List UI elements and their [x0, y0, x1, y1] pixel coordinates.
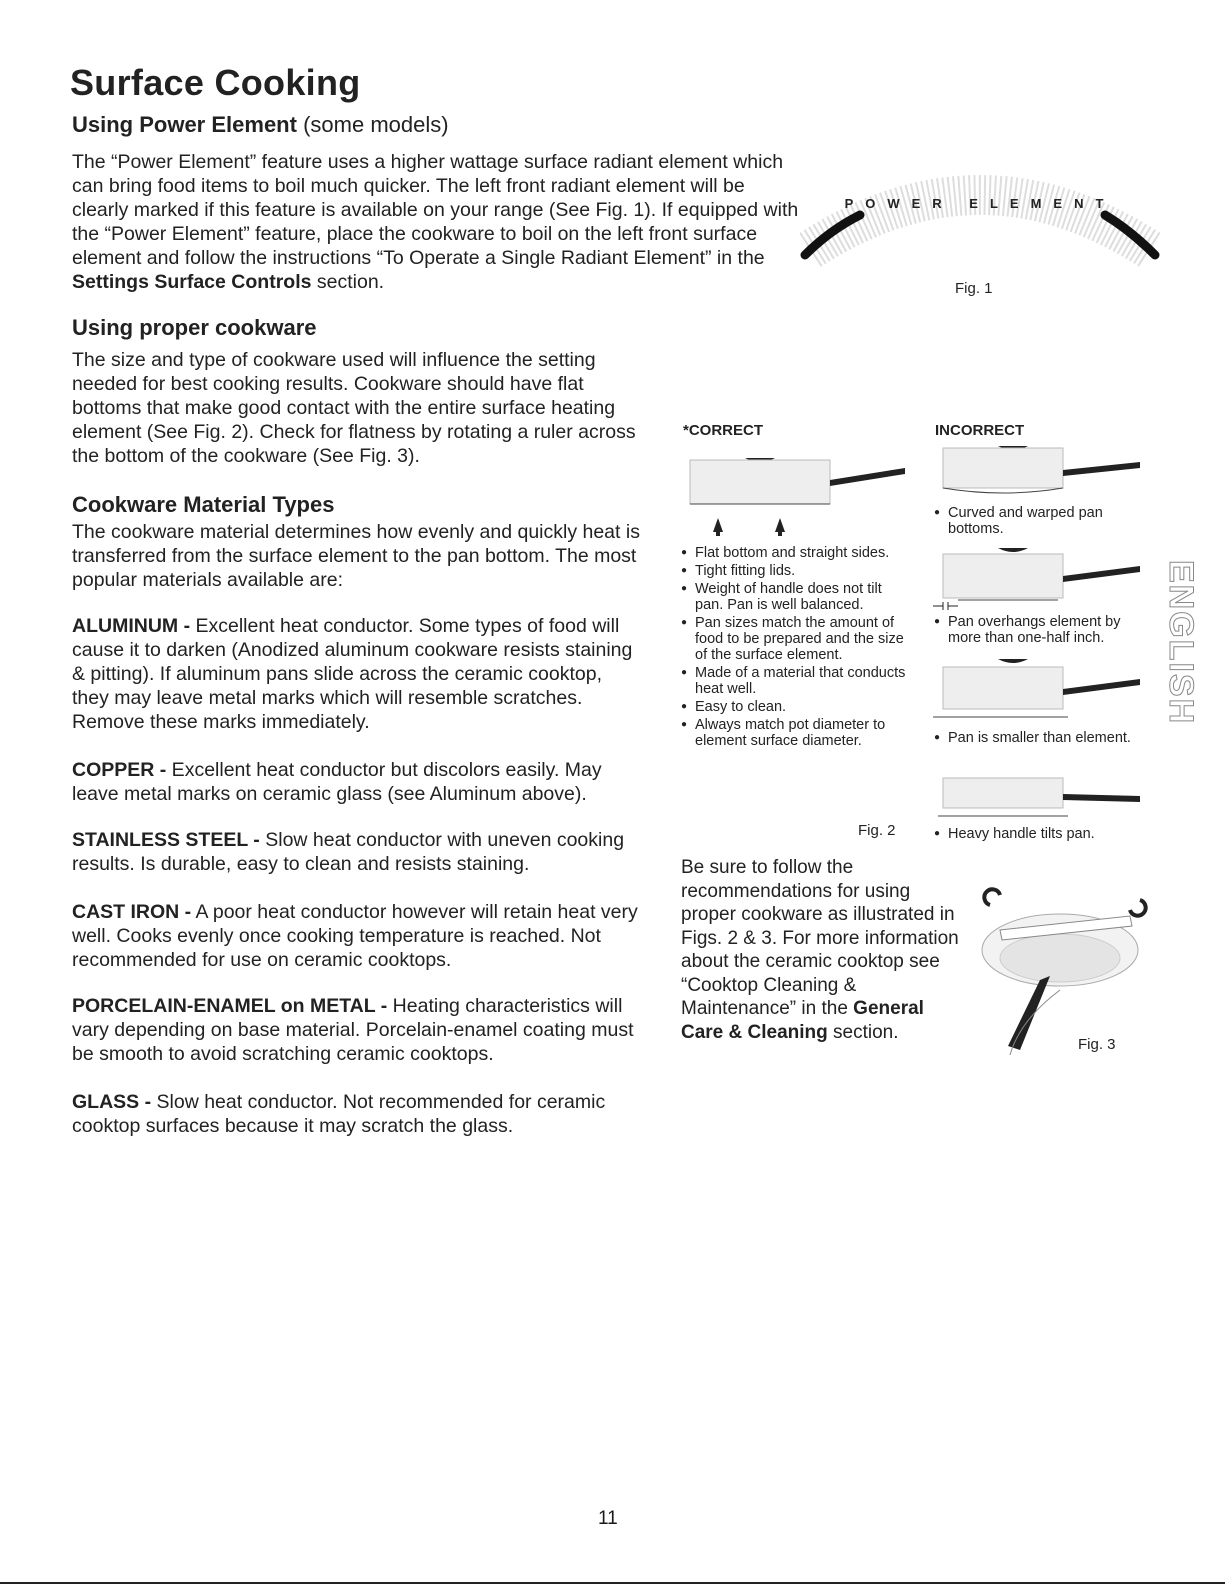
correct-bullets [681, 545, 906, 751]
incorrect-bullet-2 [934, 614, 1144, 648]
fig3-text [681, 856, 981, 1044]
incorrect-bullet-3 [934, 730, 1144, 748]
power-element-illustration [800, 150, 1160, 280]
correct-pan-illustration [675, 440, 915, 545]
pan-icon [928, 655, 1148, 725]
text-line [72, 270, 812, 294]
settings-link-text: Settings Surface Controls [72, 271, 312, 293]
fig1-caption: Fig. 1 [955, 280, 993, 297]
text-tail: section. [311, 271, 385, 293]
text-line: proper cookware as illustrated in [681, 904, 955, 925]
pan-icon [675, 440, 915, 540]
language-tab: ENGLISH [1162, 560, 1200, 726]
fig1-power-element [800, 150, 1160, 297]
heading-bold: Using Power Element [72, 112, 297, 137]
list-item: ● Pan sizes match the amount of food to be prepared and the size of the surface element. [681, 615, 906, 663]
text-line: element (See Fig. 2). Check for flatness by rotating a ruler across [72, 421, 636, 443]
material-copper [72, 758, 652, 806]
text-line: the “Power Element” feature, place the cookware to boil on the left front surface [72, 223, 758, 245]
text-line: about the ceramic cooktop see [681, 951, 940, 972]
fig2-caption: Fig. 2 [858, 822, 896, 839]
pan-icon [928, 772, 1148, 822]
material-intro [72, 520, 652, 592]
proper-cookware-text [72, 348, 652, 468]
proper-cookware-heading: Using proper cookware [72, 315, 317, 340]
text-line: Excellent heat conductor but discolors easily. May [166, 759, 602, 781]
material-name: PORCELAIN-ENAMEL on METAL - [72, 995, 388, 1017]
text-line: Heating characteristics will [387, 995, 623, 1017]
list-item: ● Easy to clean. [681, 699, 906, 715]
page-title: Surface Cooking [70, 62, 361, 103]
small-pan-illustration [928, 655, 1148, 730]
text-line: Figs. 2 & 3. For more information [681, 927, 959, 949]
page-bottom-rule [0, 1582, 1225, 1584]
incorrect-heading: INCORRECT [935, 422, 1025, 439]
material-cast-iron [72, 900, 652, 972]
correct-heading: *CORRECT [683, 422, 764, 439]
list-item: ● Made of a material that conducts heat well. [681, 665, 906, 697]
text-line: they may leave metal marks which will resemble scratches. [72, 687, 583, 709]
text-line: well. Cooks evenly once cooking temperature is reached. Not [72, 925, 601, 947]
material-types-heading: Cookware Material Types [72, 492, 335, 517]
text-line: vary depending on base material. Porcelain-enamel coating must [72, 1019, 634, 1041]
list-item: ● Curved and warped pan bottoms. [934, 505, 1144, 537]
curved-pan-illustration [928, 438, 1148, 509]
text-line: the bottom of the cookware (See Fig. 3). [72, 445, 420, 467]
text-line: cause it to darken (Anodized aluminum cookware resists staining [72, 639, 633, 661]
power-element-heading [72, 112, 449, 138]
text-line: The “Power Element” feature uses a higher wattage surface radiant element which [72, 151, 784, 173]
text-line: transferred from the surface element to the pan bottom. The most [72, 545, 637, 567]
bold-text: Care & Cleaning [681, 1021, 828, 1043]
material-name: GLASS - [72, 1091, 152, 1113]
text-line: & pitting). If aluminum pans slide across the ceramic cooktop, [72, 663, 602, 685]
material-stainless [72, 828, 652, 876]
pan-icon [928, 438, 1148, 504]
fig3-ruler-illustration [980, 880, 1160, 1065]
heavy-handle-pan-illustration [928, 772, 1148, 827]
bold-text: General [853, 998, 924, 1019]
material-name: COPPER - [72, 759, 167, 781]
list-item: ● Pan is smaller than element. [934, 730, 1144, 746]
text-line: “Cooktop Cleaning & [681, 974, 857, 996]
power-element-text [72, 150, 812, 294]
material-aluminum [72, 614, 652, 734]
text-line: The cookware material determines how evenly and quickly heat is [72, 521, 640, 543]
text-line: needed for best cooking results. Cookware should have flat [72, 373, 584, 395]
list-item: ● Always match pot diameter to element surface diameter. [681, 717, 906, 749]
text-line: Be sure to follow the [681, 857, 854, 878]
text-line: Slow heat conductor. Not recommended for ceramic [151, 1091, 606, 1113]
list-item: ● Pan overhangs element by more than one-half inch. [934, 614, 1144, 646]
text-line: cooktop surfaces because it may scratch the glass. [72, 1115, 514, 1137]
page-number: 11 [598, 1508, 618, 1529]
overhang-pan-illustration [928, 540, 1148, 617]
text-line: recommended for use on ceramic cooktops. [72, 949, 452, 971]
material-porcelain [72, 994, 652, 1066]
incorrect-bullet-1 [934, 505, 1144, 539]
ruler-check-icon [980, 880, 1160, 1060]
list-item: ● Heavy handle tilts pan. [934, 826, 1144, 842]
material-name: ALUMINUM - [72, 615, 191, 637]
text-line: can bring food items to boil much quicker. The left front radiant element will be [72, 175, 745, 197]
text-line: element and follow the instructions “To Operate a Single Radiant Element” in the [72, 247, 765, 269]
text-line: bottoms that make good contact with the entire surface heating [72, 397, 616, 419]
list-item: ● Weight of handle does not tilt pan. Pan is well balanced. [681, 581, 906, 613]
list-item: ● Tight fitting lids. [681, 563, 906, 579]
incorrect-bullet-4 [934, 826, 1144, 844]
power-element-label: POWER ELEMENT [844, 196, 1116, 211]
text-line: popular materials available are: [72, 569, 343, 591]
text-line: Slow heat conductor with uneven cooking [259, 829, 625, 851]
heading-normal: (some models) [303, 112, 449, 137]
text-line: clearly marked if this feature is available on your range (See Fig. 1). If equipped with [72, 199, 799, 221]
text-line: Remove these marks immediately. [72, 711, 370, 733]
material-name: STAINLESS STEEL - [72, 829, 260, 851]
text-line: results. Is durable, easy to clean and resists staining. [72, 853, 530, 875]
text-line: The size and type of cookware used will influence the setting [72, 349, 596, 371]
text-line: be smooth to avoid scratching ceramic cooktops. [72, 1043, 494, 1065]
text-tail: section. [827, 1021, 899, 1043]
text-line: Excellent heat conductor. Some types of food will [190, 615, 620, 637]
list-item: ● Flat bottom and straight sides. [681, 545, 906, 561]
text-line: A poor heat conductor however will retain heat very [191, 901, 638, 923]
fig3-caption: Fig. 3 [1078, 1036, 1116, 1053]
text-line: recommendations for using [681, 880, 911, 902]
material-glass [72, 1090, 652, 1138]
text-line: leave metal marks on ceramic glass (see Aluminum above). [72, 783, 587, 805]
pan-icon [928, 540, 1148, 612]
material-name: CAST IRON - [72, 901, 192, 923]
text-line: Maintenance” in the [681, 998, 854, 1019]
